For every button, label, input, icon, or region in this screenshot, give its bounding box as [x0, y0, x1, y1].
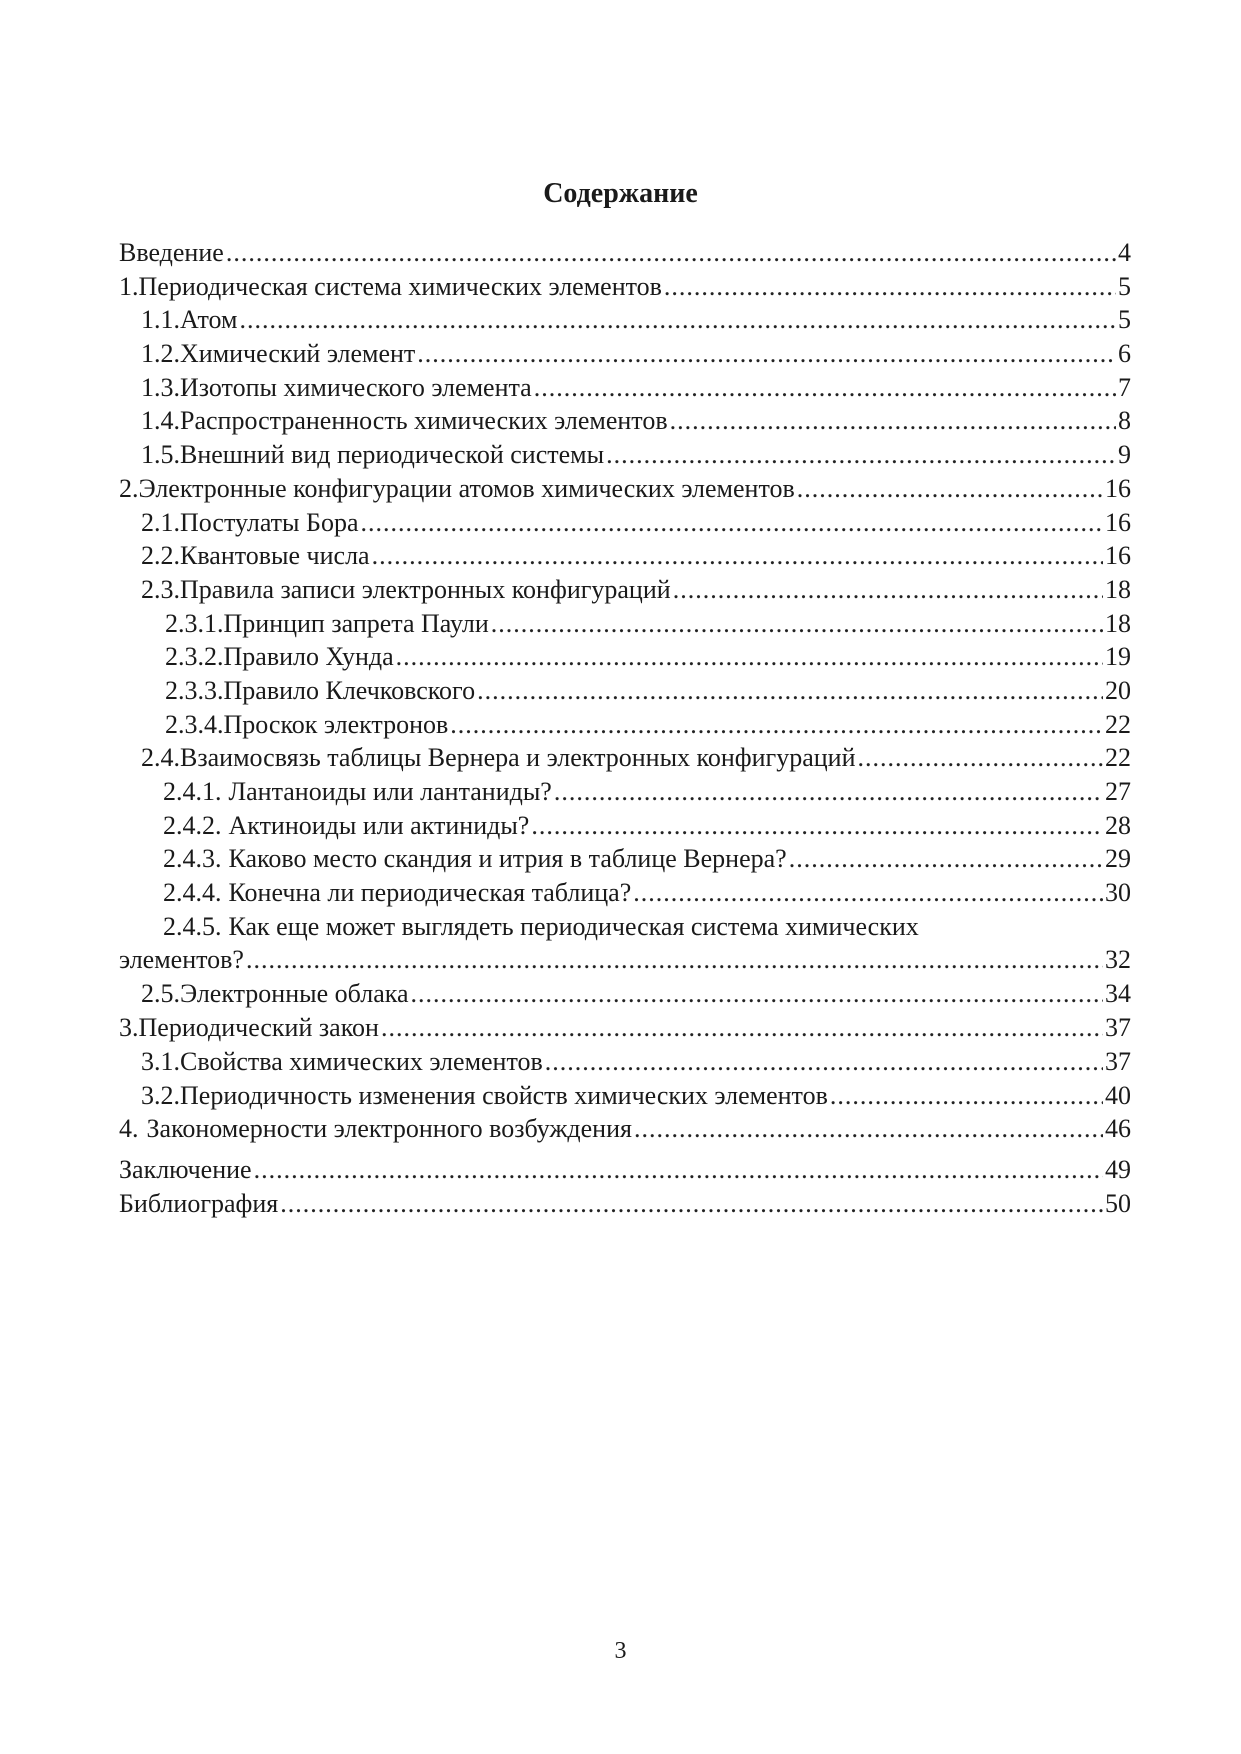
toc-entry-label: Периодичность изменения свойств химических элементов: [180, 1080, 828, 1110]
toc-entry-label: Периодическая система химических элементов: [138, 271, 662, 301]
toc-entry-label: Заключение: [119, 1154, 252, 1184]
toc-entry-number: 2.4.1.: [163, 777, 222, 806]
toc-entry-page: 40: [1105, 1080, 1131, 1110]
toc-entry-number: 2.4.4.: [163, 878, 222, 908]
toc-entry-label: Периодический закон: [138, 1013, 379, 1043]
toc-entry-bibliography[interactable]: [119, 1187, 1131, 1221]
toc-entry-page: 27: [1105, 777, 1131, 806]
toc-entry-conclusion[interactable]: [119, 1153, 1131, 1187]
toc-entry-page: 29: [1105, 844, 1131, 874]
toc-title: Содержание: [543, 178, 698, 209]
toc-entry-label: Атом: [180, 305, 238, 335]
dot-leader: [491, 607, 1103, 641]
toc-entry-label: Введение: [119, 238, 224, 267]
toc-entry-section-1-2[interactable]: [119, 337, 1131, 371]
toc-entry-number: 2.4.3.: [163, 844, 222, 874]
toc-entry-label: Внешний вид периодической системы: [180, 440, 605, 470]
toc-entry-label: Каково место скандия и итрия в таблице Вернера?: [228, 844, 787, 874]
toc-entry-label: Закономерности электронного возбуждения: [146, 1114, 632, 1144]
toc-entry-label: Принцип запрета Паули: [223, 608, 489, 638]
dot-leader: [360, 506, 1103, 540]
toc-entry-section-2-3-2[interactable]: [119, 640, 1131, 674]
toc-entry-number: 3.: [119, 1013, 139, 1043]
toc-entry-page: 37: [1105, 1013, 1131, 1043]
toc-entry-page: 28: [1105, 810, 1131, 840]
toc-entry-label: Свойства химических элементов: [180, 1046, 543, 1076]
toc-entry-label: Квантовые числа: [180, 541, 370, 571]
dot-leader: [789, 842, 1103, 876]
dot-leader: [450, 708, 1103, 742]
toc-entry-section-2-4-3[interactable]: [119, 842, 1131, 876]
toc-entry-section-2-4-1[interactable]: [119, 775, 1131, 809]
toc-entry-page: 8: [1118, 406, 1131, 436]
toc-entry-section-4[interactable]: [119, 1112, 1131, 1146]
toc-entry-section-1-1[interactable]: [119, 303, 1131, 337]
toc-entry-page: 7: [1118, 372, 1131, 402]
toc-entry-section-2-4[interactable]: [119, 741, 1131, 775]
toc-entry-introduction[interactable]: [119, 236, 1131, 270]
dot-leader: [633, 876, 1103, 910]
toc-entry-section-2-3[interactable]: [119, 573, 1131, 607]
toc-entry-number: 2.3.2.: [165, 642, 224, 672]
toc-entry-section-2-4-5[interactable]: [119, 910, 1131, 944]
toc-entry-number: 2.: [119, 473, 139, 503]
dot-leader: [417, 337, 1116, 371]
toc-entry-number: 1.: [119, 271, 139, 301]
dot-leader: [246, 943, 1103, 977]
toc-entry-label-continued: элементов?: [119, 945, 244, 975]
dot-leader: [634, 1112, 1103, 1146]
page-number: 3: [614, 1638, 627, 1664]
dot-leader: [381, 1011, 1103, 1045]
dot-leader: [858, 741, 1104, 775]
dot-leader: [534, 371, 1116, 405]
toc-entry-section-1-3[interactable]: [119, 371, 1131, 405]
toc-entry-number: 4.: [119, 1114, 139, 1144]
dot-leader: [396, 640, 1103, 674]
dot-leader: [797, 472, 1103, 506]
toc-entry-label: Химический элемент: [180, 339, 416, 369]
toc-entry-number: 1.3.: [141, 372, 180, 402]
toc-entry-page: 4: [1118, 238, 1131, 267]
dot-leader: [372, 539, 1103, 573]
toc-entry-label: Проскок электронов: [223, 709, 449, 739]
toc-entry-page: 49: [1105, 1154, 1131, 1184]
toc-entry-number: 1.2.: [141, 339, 180, 369]
toc-entry-page: 20: [1105, 675, 1131, 705]
toc-entry-label: Как еще может выглядеть периодическая система химических: [228, 911, 919, 941]
toc-entry-section-2-4-4[interactable]: [119, 876, 1131, 910]
toc-entry-label: Правила записи электронных конфигураций: [180, 574, 671, 604]
toc-entry-number: 1.1.: [141, 305, 180, 335]
toc-entry-label: Конечна ли периодическая таблица?: [228, 878, 632, 908]
toc-entry-number: 3.1.: [141, 1046, 180, 1076]
dot-leader: [670, 404, 1116, 438]
toc-entry-number: 2.3.4.: [165, 709, 224, 739]
toc-entry-page: 16: [1105, 507, 1131, 537]
toc-entry-page: 16: [1105, 541, 1131, 571]
toc-entry-section-2-5[interactable]: [119, 977, 1131, 1011]
dot-leader: [254, 1153, 1103, 1187]
toc-entry-number: 2.4.2.: [163, 810, 222, 840]
toc-entry-page: 5: [1118, 271, 1131, 301]
toc-entry-section-2-3-3[interactable]: [119, 674, 1131, 708]
toc-entry-section-2-2[interactable]: [119, 539, 1131, 573]
dot-leader: [411, 977, 1103, 1011]
toc-entry-section-2-4-5-continued[interactable]: [119, 943, 1131, 977]
dot-leader: [664, 270, 1116, 304]
toc-entry-section-2-3-1[interactable]: [119, 607, 1131, 641]
toc-entry-label: Постулаты Бора: [180, 507, 359, 537]
dot-leader: [545, 1045, 1103, 1079]
toc-entry-number: 1.5.: [141, 440, 180, 470]
toc-entry-section-2-3-4[interactable]: [119, 708, 1131, 742]
toc-entry-number: 2.1.: [141, 507, 180, 537]
toc-entry-label: Актиноиды или актиниды?: [228, 810, 530, 840]
toc-entry-section-1-5[interactable]: [119, 438, 1131, 472]
toc-entry-page: 19: [1105, 642, 1131, 672]
toc-entry-page: 46: [1105, 1114, 1131, 1144]
toc-entry-number: 3.2.: [141, 1080, 180, 1110]
toc-entry-section-1-4[interactable]: [119, 404, 1131, 438]
toc-entry-page: 22: [1105, 709, 1131, 739]
toc-entry-page: 6: [1118, 339, 1131, 369]
toc-entry-label: Электронные облака: [180, 979, 409, 1009]
toc-entry-number: 2.3.1.: [165, 608, 224, 638]
dot-leader: [606, 438, 1116, 472]
dot-leader: [239, 303, 1116, 337]
toc-entry-label: Изотопы химического элемента: [180, 372, 532, 402]
dot-leader: [554, 775, 1103, 809]
toc-entry-number: 2.3.3.: [165, 675, 224, 705]
dot-leader: [226, 236, 1116, 270]
toc-entry-section-3-1[interactable]: [119, 1045, 1131, 1079]
toc-entry-label: Правило Клечковского: [223, 675, 476, 705]
toc-entry-number: 2.2.: [141, 541, 180, 571]
toc-entry-section-2-4-2[interactable]: [119, 809, 1131, 843]
toc-entry-page: 5: [1118, 305, 1131, 335]
toc-entry-label: Электронные конфигурации атомов химических элементов: [138, 473, 795, 503]
toc-entry-page: 34: [1105, 979, 1131, 1009]
toc-entry-number: 2.4.5.: [163, 911, 222, 941]
toc-entry-section-3[interactable]: [119, 1011, 1131, 1045]
toc-entry-number: 1.4.: [141, 406, 180, 436]
dot-leader: [673, 573, 1103, 607]
toc-entry-page: 9: [1118, 440, 1131, 470]
dot-leader: [280, 1187, 1103, 1221]
toc-entry-section-3-2[interactable]: [119, 1079, 1131, 1113]
toc-entry-page: 18: [1105, 574, 1131, 604]
toc-entry-label: Библиография: [119, 1188, 279, 1218]
toc-entry-label: Распространенность химических элементов: [180, 406, 668, 436]
toc-entry-page: 32: [1105, 945, 1131, 975]
toc-entry-number: 2.4.: [141, 743, 180, 773]
toc-entry-number: 2.3.: [141, 574, 180, 604]
dot-leader: [830, 1079, 1103, 1113]
toc-entry-page: 30: [1105, 878, 1131, 908]
toc-entry-section-2-1[interactable]: [119, 506, 1131, 540]
toc-entry-number: 2.5.: [141, 979, 180, 1009]
table-of-contents: [119, 236, 1131, 1220]
toc-entry-page: 22: [1105, 743, 1131, 773]
toc-entry-page: 37: [1105, 1046, 1131, 1076]
toc-entry-label: Правило Хунда: [223, 642, 394, 672]
toc-entry-section-1[interactable]: [119, 270, 1131, 304]
dot-leader: [477, 674, 1103, 708]
toc-entry-section-2[interactable]: [119, 472, 1131, 506]
toc-entry-label: Взаимосвязь таблицы Вернера и электронных конфигураций: [180, 743, 856, 773]
toc-entry-page: 18: [1105, 608, 1131, 638]
toc-entry-page: 16: [1105, 473, 1131, 503]
dot-leader: [531, 809, 1103, 843]
toc-entry-label: Лантаноиды или лантаниды?: [228, 777, 552, 806]
toc-entry-page: 50: [1105, 1188, 1131, 1218]
